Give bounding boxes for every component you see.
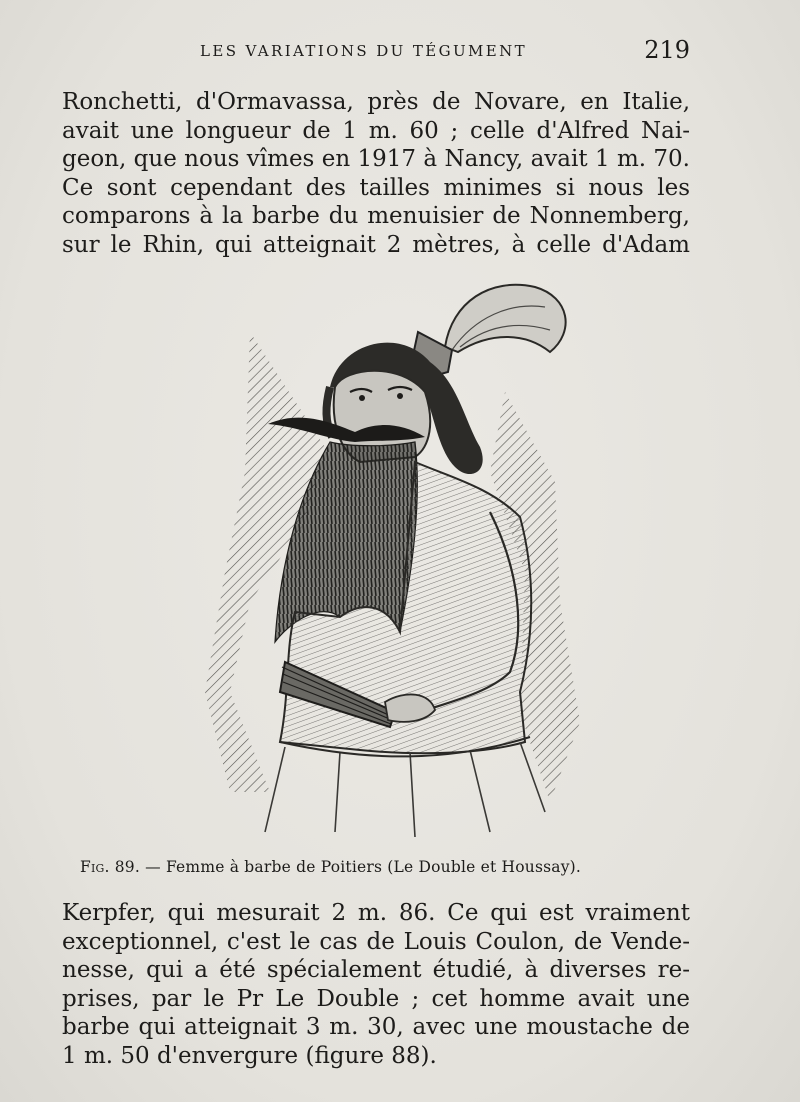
text-line: Ce sont cependant des tailles minimes si nous les: [62, 174, 690, 201]
text-line: exceptionnel, c'est le cas de Louis Coulon, de Vende-: [62, 928, 690, 955]
figure-label: Fig. 89.: [80, 858, 140, 876]
paragraph-top: [62, 88, 690, 260]
text-line: geon, que nous vîmes en 1917 à Nancy, avait 1 m. 70.: [62, 146, 690, 173]
paragraph-bottom: [62, 899, 690, 1071]
text-line: nesse, qui a été spécialement étudié, à diverses re-: [62, 957, 690, 984]
text-line: prises, par le Pr Le Double ; cet homme avait une: [62, 985, 690, 1012]
figure-caption-text: — Femme à barbe de Poitiers (Le Double et Houssay).: [140, 858, 582, 876]
bearded-woman-illustration: [190, 272, 590, 837]
text-line: sur le Rhin, qui atteignait 2 mètres, à celle d'Adam: [62, 231, 690, 258]
text-line: Kerpfer, qui mesurait 2 m. 86. Ce qui est vraiment: [62, 900, 690, 926]
text-line: comparons à la barbe du menuisier de Nonnemberg,: [62, 203, 690, 230]
text-line: Ronchetti, d'Ormavassa, près de Novare, en Italie,: [62, 89, 690, 115]
text-line: 1 m. 50 d'envergure (figure 88).: [62, 1042, 437, 1069]
page-header: [62, 36, 690, 66]
text-line: avait une longueur de 1 m. 60 ; celle d'Alfred Nai-: [62, 117, 690, 144]
running-title: LES VARIATIONS DU TÉGUMENT: [200, 42, 528, 60]
figure-caption: [80, 858, 700, 876]
text-line: barbe qui atteignait 3 m. 30, avec une moustache de: [62, 1014, 690, 1041]
page-number: 219: [644, 36, 690, 64]
